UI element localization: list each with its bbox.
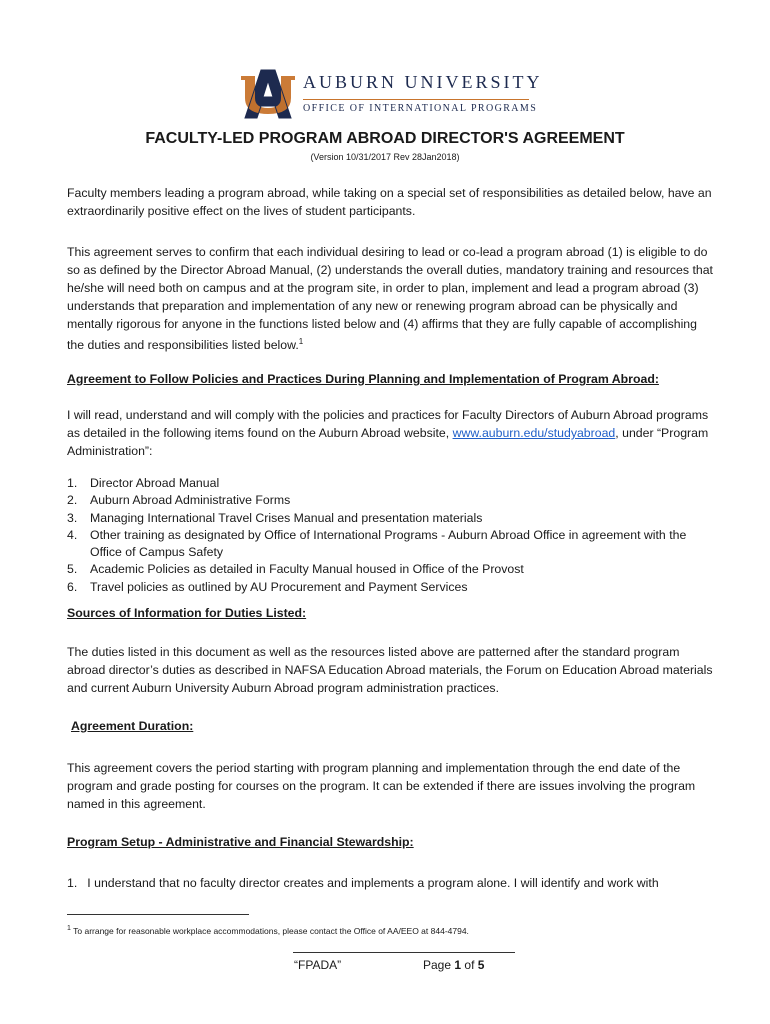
list-item-number: 2. (67, 493, 78, 508)
list-item (67, 475, 717, 492)
footnote (67, 925, 469, 936)
setup-heading: Program Setup - Administrative and Financial Stewardship: (67, 835, 414, 849)
footnote-text: To arrange for reasonable workplace accommodations, please contact the Office of AA/EEO at 844-4794. (73, 925, 469, 936)
document-version: (Version 10/31/2017 Rev 28Jan2018) (310, 152, 460, 162)
list-item (67, 527, 717, 562)
list-item (67, 510, 717, 527)
form-code: “FPADA” (294, 958, 342, 972)
duration-heading: Agreement Duration: (71, 719, 194, 733)
footer-divider (293, 952, 515, 953)
list-item-number: 4. (67, 527, 78, 542)
list-item-number: 1. (67, 876, 78, 890)
list-item (67, 579, 717, 596)
setup-item-1 (67, 874, 717, 892)
list-item-text: I understand that no faculty director creates and implements a program alone. I will identify and work with (87, 876, 659, 890)
auburn-logo (239, 66, 543, 126)
page-current: 1 (454, 958, 462, 972)
page-total: 5 (477, 958, 485, 972)
intro-paragraph-2 (67, 243, 717, 354)
list-item-text: Other training as designated by Office of International Programs - Auburn Abroad Office in agreement with the Office of Campus Safety (90, 527, 687, 560)
list-item-text: Auburn Abroad Administrative Forms (90, 493, 291, 508)
list-item-number: 3. (67, 510, 78, 525)
footnote-number: 1 (67, 925, 71, 932)
policy-list (67, 475, 717, 596)
agreement-paragraph (67, 406, 717, 460)
list-item-number: 5. (67, 562, 78, 577)
list-item-text: Director Abroad Manual (90, 476, 220, 490)
agreement-heading: Agreement to Follow Policies and Practices During Planning and Implementation of Program Abroad: (67, 372, 659, 386)
page-number (423, 958, 484, 972)
list-item-number: 6. (67, 579, 78, 594)
agreement-text-after: , under “Program Administration”: (67, 426, 709, 458)
university-name: AUBURN UNIVERSITY (303, 72, 543, 92)
intro-paragraph-2-text: This agreement serves to confirm that each individual desiring to lead or co-lead a program abroad (1) is eligible to do so as defined by the Director Abroad Manual, (2) understands the overall duties, mandatory training and resources that he/she will need both on campus and at the program site, in order to plan, implement and lead a program abroad (3) understands that preparation and implementation of any new or renewing program abroad can be physically and mentally rigorous for anyone in the functions listed below and (4) affirms that they are fully capable of accomplishing the duties and responsibilities listed below. (67, 245, 713, 353)
agreement-text-before: I will read, understand and will comply with the policies and practices for Faculty Directors of Auburn Abroad programs as detailed in the following items found on the Auburn Abroad website, (67, 408, 709, 440)
list-item-text: Managing International Travel Crises Manual and presentation materials (90, 510, 483, 525)
list-item-number: 1. (67, 476, 78, 490)
list-item (67, 492, 717, 509)
au-monogram-icon (239, 66, 297, 120)
studyabroad-link[interactable]: www.auburn.edu/studyabroad (452, 426, 616, 440)
office-name: OFFICE OF INTERNATIONAL PROGRAMS (303, 103, 538, 114)
footnote-divider (67, 914, 249, 915)
sources-paragraph: The duties listed in this document as well as the resources listed above are patterned after the standard program abroad director’s duties as described in NAFSA Education Abroad materials, the Forum on Education Abroad materials and current Auburn University Auburn Abroad program administration practices. (67, 645, 713, 695)
duration-paragraph: This agreement covers the period starting with program planning and implementation through the end date of the program and grade posting for courses on the program. It can be extended if there are issues involving the program named in this agreement. (67, 761, 696, 811)
list-item-text: Travel policies as outlined by AU Procurement and Payment Services (90, 579, 468, 594)
list-item-text: Academic Policies as detailed in Faculty Manual housed in Office of the Provost (90, 562, 524, 577)
footnote-ref: 1 (298, 337, 304, 346)
document-title: FACULTY-LED PROGRAM ABROAD DIRECTOR'S AGREEMENT (145, 130, 625, 147)
page-of: of (464, 958, 475, 972)
list-item (67, 561, 717, 578)
sources-heading: Sources of Information for Duties Listed: (67, 606, 307, 620)
intro-paragraph-1: Faculty members leading a program abroad, while taking on a special set of responsibilities as detailed below, have an extraordinarily positive effect on the lives of student participants. (67, 186, 712, 218)
page-label: Page (423, 958, 452, 972)
logo-divider (303, 99, 529, 100)
